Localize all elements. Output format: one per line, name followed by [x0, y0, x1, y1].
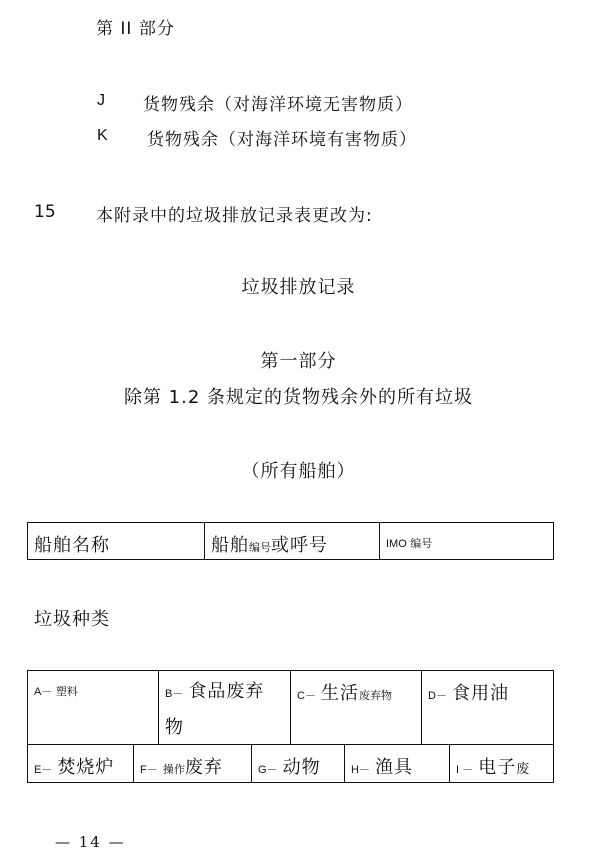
para-15-text: 本附录中的垃圾排放记录表更改为:	[96, 206, 373, 226]
category-d	[428, 679, 509, 705]
page-number: — 14 —	[55, 833, 126, 851]
part2-heading: 第 II 部分	[96, 19, 175, 39]
category-c-label-small: 废弃物	[359, 689, 393, 702]
row-2-cell-e	[28, 745, 133, 783]
row-1-cell-a	[28, 671, 158, 745]
part1-subtitle: 除第 1.2 条规定的货物残余外的所有垃圾	[123, 387, 474, 408]
category-c	[297, 679, 392, 705]
item-j-letter: J	[97, 92, 105, 109]
all-ships-label: （所有船舶）	[241, 461, 356, 482]
category-h-letter: H－	[351, 764, 370, 776]
category-a-label: 塑料	[55, 685, 78, 698]
category-a	[34, 683, 78, 699]
category-e-label: 焚烧炉	[57, 757, 115, 778]
row-2-cell-f	[133, 745, 251, 783]
imo-number-cell	[379, 523, 553, 559]
category-f-label-small: 操作	[162, 763, 185, 776]
ship-number-label-small: 编号	[249, 541, 271, 554]
category-h-label: 渔具	[375, 757, 414, 778]
category-b	[165, 677, 264, 703]
item-j-text: 货物残余（对海洋环境无害物质）	[143, 95, 413, 115]
row-1-cell-b	[158, 671, 290, 745]
part1-heading: 第一部分	[260, 351, 337, 372]
ship-number-label-a: 船舶	[211, 535, 249, 556]
record-title: 垃圾排放记录	[241, 277, 356, 298]
category-g-label: 动物	[282, 757, 321, 778]
ship-name-cell	[28, 523, 204, 559]
item-k-text: 货物残余（对海洋环境有害物质）	[147, 130, 417, 150]
ship-number-label	[211, 531, 328, 557]
category-g	[258, 753, 321, 779]
category-b-label-line1: 食品废弃	[188, 681, 265, 702]
ship-number-label-b: 或呼号	[271, 535, 328, 556]
category-b-label-line2: 物	[165, 717, 184, 738]
category-f-letter: F－	[140, 764, 158, 776]
category-i	[456, 753, 529, 779]
row-1-cell-c	[290, 671, 421, 745]
category-a-letter: A－	[34, 686, 53, 698]
row-2-cell-h	[344, 745, 449, 783]
category-g-letter: G－	[258, 764, 278, 776]
category-f-label: 废弃	[184, 757, 223, 778]
garbage-categories-heading: 垃圾种类	[34, 609, 110, 630]
category-i-label: 电子	[478, 757, 517, 778]
category-h	[351, 753, 413, 779]
imo-number-label-a: IMO	[386, 538, 407, 550]
imo-number-label	[386, 535, 432, 551]
ship-number-cell	[204, 523, 379, 559]
row-2-cell-i	[449, 745, 553, 783]
category-b-letter: B－	[165, 688, 184, 700]
para-15-number: 15	[34, 202, 56, 222]
item-k-letter: K	[97, 127, 108, 144]
garbage-categories-table	[27, 670, 554, 783]
category-i-label-small: 废	[516, 762, 530, 777]
category-f	[140, 753, 223, 779]
category-d-label: 食用油	[452, 683, 510, 704]
category-c-label: 生活	[321, 683, 360, 704]
ship-name-label: 船舶名称	[34, 535, 110, 556]
category-e-letter: E－	[34, 764, 53, 776]
category-i-letter: I －	[456, 764, 474, 776]
category-d-letter: D－	[428, 690, 447, 702]
category-e	[34, 753, 114, 779]
row-2-cell-g	[251, 745, 344, 783]
imo-number-label-small: 编号	[406, 537, 433, 550]
row-1-cell-d	[421, 671, 553, 745]
category-c-letter: C－	[297, 690, 316, 702]
ship-info-table	[27, 522, 554, 560]
